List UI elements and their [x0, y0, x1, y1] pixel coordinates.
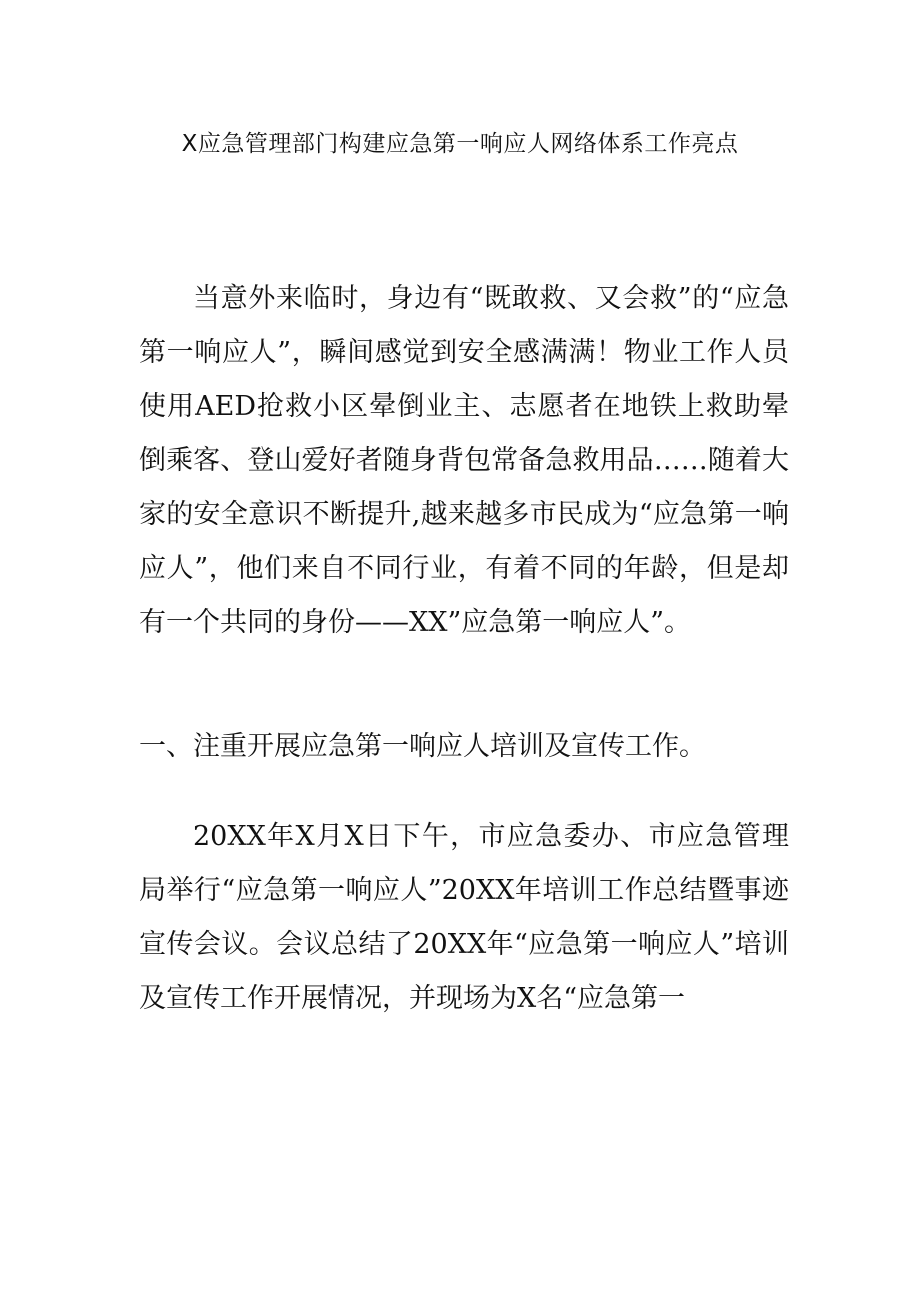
section-paragraph: 20XX年X月X日下午，市应急委办、市应急管理局举行“应急第一响应人”20XX年培训工作总结暨事迹宣传会议。会议总结了20XX年“应急第一响应人”培训及宣传工作开展情况，并现场为X名“应急第一: [139, 821, 789, 1014]
section-heading: 一、注重开展应急第一响应人培训及宣传工作。: [139, 731, 706, 762]
intro-paragraph: 当意外来临时，身边有“既敢救、又会救”的“应急第一响应人”，瞬间感觉到安全感满满！物业工作人员使用AED抢救小区晕倒业主、志愿者在地铁上救助晕倒乘客、登山爱好者随身背包常备急救用品……随着大家的安全意识不断提升,越来越多市民成为“应急第一响应人”，他们来自不同行业，有着不同的年龄，但是却有一个共同的身份——XX”应急第一响应人”。: [139, 283, 789, 638]
document-title: X应急管理部门构建应急第一响应人网络体系工作亮点: [181, 131, 739, 157]
